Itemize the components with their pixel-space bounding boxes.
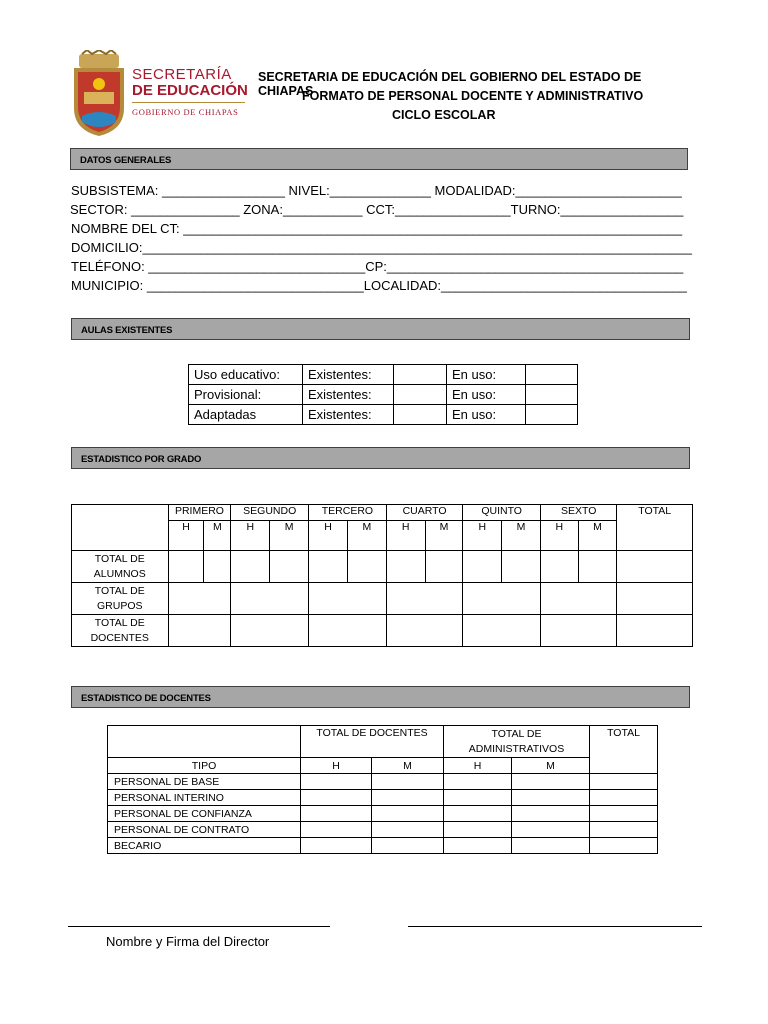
aulas-uso-label: En uso: (447, 385, 526, 405)
h-header: H (301, 758, 372, 774)
aulas-uso-label: En uso: (447, 365, 526, 385)
doc-cell[interactable] (372, 806, 444, 822)
doc-row (108, 806, 658, 822)
aulas-existentes-input[interactable] (394, 365, 447, 385)
grado-cell[interactable] (309, 551, 348, 583)
grado-cell[interactable] (617, 615, 693, 647)
grado-cell[interactable] (617, 583, 693, 615)
logo-line2: DE EDUCACIÓN (132, 82, 248, 99)
row-label: TOTAL DE GRUPOS (72, 583, 169, 615)
grado-cell[interactable] (309, 583, 387, 615)
doc-row (108, 838, 658, 854)
section-estadistico-grado: ESTADISTICO POR GRADO (71, 447, 690, 469)
grade-header: TERCERO (309, 505, 387, 521)
grado-cell[interactable] (502, 551, 541, 583)
aulas-uso-label: En uso: (447, 405, 526, 425)
doc-cell[interactable] (590, 790, 658, 806)
signature-line-director[interactable] (68, 926, 330, 927)
aulas-tipo: Adaptadas (189, 405, 303, 425)
aulas-tipo: Provisional: (189, 385, 303, 405)
doc-cell[interactable] (301, 806, 372, 822)
doc-cell[interactable] (512, 838, 590, 854)
grado-table (71, 504, 693, 647)
signature-line-second[interactable] (408, 926, 702, 927)
row-label: TOTAL DE ALUMNOS (72, 551, 169, 583)
grado-cell[interactable] (425, 551, 463, 583)
doc-cell[interactable] (512, 822, 590, 838)
grado-row-docentes (72, 615, 693, 647)
doc-cell[interactable] (372, 838, 444, 854)
grado-cell[interactable] (231, 583, 309, 615)
aulas-row (189, 365, 578, 385)
header-line2: FORMATO DE PERSONAL DOCENTE Y ADMINISTRATIVO (302, 89, 644, 103)
doc-cell[interactable] (444, 838, 512, 854)
doc-cell[interactable] (301, 790, 372, 806)
grade-header: SEGUNDO (231, 505, 309, 521)
grado-cell[interactable] (463, 583, 541, 615)
h-header: H (463, 521, 502, 551)
m-header: M (270, 521, 309, 551)
grado-cell[interactable] (617, 551, 693, 583)
grado-cell[interactable] (309, 615, 387, 647)
doc-cell[interactable] (444, 822, 512, 838)
grade-header: PRIMERO (168, 505, 231, 521)
h-header: H (168, 521, 204, 551)
field-nombre-ct-row[interactable]: NOMBRE DEL CT: _____________________________________________________________________ (71, 221, 683, 236)
grade-header: CUARTO (386, 505, 463, 521)
doc-cell[interactable] (301, 774, 372, 790)
doc-col-total: TOTAL (590, 726, 658, 774)
aulas-row (189, 405, 578, 425)
h-header: H (386, 521, 425, 551)
m-header: M (425, 521, 463, 551)
grado-cell[interactable] (347, 551, 386, 583)
grado-cell[interactable] (168, 615, 231, 647)
logo-line3: GOBIERNO DE CHIAPAS (132, 107, 239, 117)
grado-cell[interactable] (231, 615, 309, 647)
aulas-existentes-label: Existentes: (303, 365, 394, 385)
doc-cell[interactable] (512, 774, 590, 790)
field-subsistema-row[interactable]: SUBSISTEMA: _________________ NIVEL:______________ MODALIDAD:_______________________ (71, 183, 682, 198)
h-header: H (444, 758, 512, 774)
header-line3: CICLO ESCOLAR (392, 108, 496, 122)
doc-col-docentes: TOTAL DE DOCENTES (301, 726, 444, 758)
doc-cell[interactable] (590, 806, 658, 822)
grado-cell[interactable] (578, 551, 617, 583)
grado-cell[interactable] (386, 551, 425, 583)
m-header: M (347, 521, 386, 551)
doc-cell[interactable] (444, 774, 512, 790)
doc-cell[interactable] (444, 790, 512, 806)
field-telefono-row[interactable]: TELÉFONO: ______________________________CP:_________________________________________ (71, 259, 684, 274)
doc-cell[interactable] (301, 838, 372, 854)
aulas-existentes-input[interactable] (394, 405, 447, 425)
aulas-uso-input[interactable] (526, 365, 578, 385)
aulas-existentes-label: Existentes: (303, 405, 394, 425)
logo-divider (132, 102, 245, 103)
section-aulas-existentes: AULAS EXISTENTES (71, 318, 690, 340)
aulas-row (189, 385, 578, 405)
header-line1: SECRETARIA DE EDUCACIÓN DEL GOBIERNO DEL ESTADO DE CHIAPAS (258, 70, 642, 98)
doc-cell[interactable] (301, 822, 372, 838)
grado-row-alumnos (72, 551, 693, 583)
section-estadistico-docentes: ESTADISTICO DE DOCENTES (71, 686, 690, 708)
m-header: M (512, 758, 590, 774)
grado-cell[interactable] (463, 551, 502, 583)
doc-row-label: PERSONAL INTERINO (108, 790, 301, 806)
aulas-table (188, 364, 578, 425)
grado-cell[interactable] (463, 615, 541, 647)
doc-cell[interactable] (444, 806, 512, 822)
grado-corner (72, 505, 169, 551)
doc-cell[interactable] (372, 790, 444, 806)
grado-cell[interactable] (270, 551, 309, 583)
logo (70, 50, 250, 136)
aulas-existentes-label: Existentes: (303, 385, 394, 405)
section-datos-generales: DATOS GENERALES (70, 148, 688, 170)
grado-cell[interactable] (231, 551, 270, 583)
doc-cell[interactable] (590, 774, 658, 790)
doc-row (108, 790, 658, 806)
doc-row-label: BECARIO (108, 838, 301, 854)
signature-label: Nombre y Firma del Director (106, 934, 270, 949)
grado-cell[interactable] (204, 551, 231, 583)
grado-cell[interactable] (540, 551, 578, 583)
doc-cell[interactable] (512, 806, 590, 822)
m-header: M (372, 758, 444, 774)
row-label: TOTAL DE DOCENTES (72, 615, 169, 647)
m-header: M (502, 521, 541, 551)
coat-of-arms-icon (74, 50, 124, 136)
logo-line1: SECRETARÍA (132, 66, 232, 83)
grado-cell[interactable] (540, 583, 617, 615)
doc-cell[interactable] (590, 838, 658, 854)
grado-cell[interactable] (168, 551, 204, 583)
doc-cell[interactable] (590, 822, 658, 838)
m-header: M (578, 521, 617, 551)
doc-col-admin: TOTAL DE ADMINISTRATIVOS (444, 726, 590, 758)
field-sector-row[interactable]: SECTOR: _______________ ZONA:___________ CCT:________________TURNO:_________________ (70, 202, 684, 217)
grade-header: SEXTO (540, 505, 617, 521)
grado-cell[interactable] (386, 583, 463, 615)
doc-cell[interactable] (372, 822, 444, 838)
h-header: H (540, 521, 578, 551)
aulas-tipo: Uso educativo: (189, 365, 303, 385)
doc-cell[interactable] (372, 774, 444, 790)
grado-cell[interactable] (386, 615, 463, 647)
doc-corner (108, 726, 301, 758)
doc-tipo-header: TIPO (108, 758, 301, 774)
field-domicilio-row[interactable]: DOMICILIO:____________________________________________________________________________ (71, 240, 692, 255)
doc-row (108, 822, 658, 838)
grado-total-header: TOTAL (617, 505, 693, 551)
aulas-existentes-input[interactable] (394, 385, 447, 405)
field-municipio-row[interactable]: MUNICIPIO: ______________________________LOCALIDAD:__________________________________ (71, 278, 687, 293)
aulas-uso-input[interactable] (526, 405, 578, 425)
m-header: M (204, 521, 231, 551)
docentes-table (107, 725, 658, 854)
grado-row-grupos (72, 583, 693, 615)
doc-row (108, 774, 658, 790)
grade-header: QUINTO (463, 505, 541, 521)
grado-cell[interactable] (168, 583, 231, 615)
doc-cell[interactable] (512, 790, 590, 806)
doc-row-label: PERSONAL DE CONFIANZA (108, 806, 301, 822)
h-header: H (309, 521, 348, 551)
grado-cell[interactable] (540, 615, 617, 647)
doc-row-label: PERSONAL DE CONTRATO (108, 822, 301, 838)
h-header: H (231, 521, 270, 551)
doc-row-label: PERSONAL DE BASE (108, 774, 301, 790)
aulas-uso-input[interactable] (526, 385, 578, 405)
